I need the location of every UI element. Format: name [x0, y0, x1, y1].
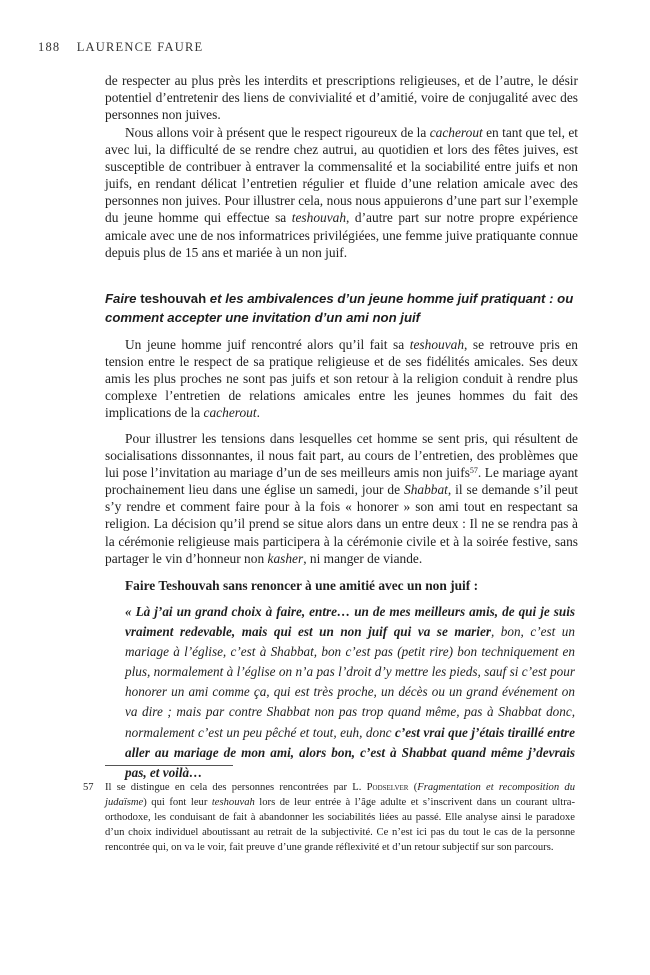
- paragraph-2-text-end: , d’autre part sur notre propre expérience amicale avec une de nos informatrices privilégiées, une femme juive pratiquante connue depuis plus de 15 ans et mariée à un non juif.: [105, 210, 578, 260]
- paragraph-4-text-cont-2: , il se demande s’il peut s’y rendre et comment faire pour à la fois « honorer » son ami tout en respectant sa religion. La décision qu’il prend se situe alors dans un entre deux : Il ne se rendra pas à la cérémonie religieuse mais participera à la cérémonie civile et à la soirée festive, sans partager le vin d’honneur non: [105, 482, 578, 566]
- quote-italic: , bon, c’est un mariage à l’église, c’est à Shabbat, bon c’est pas (petit rire) bon techniquement en plus, normalement à l’église on n’a pas l’droit d’y mettre les pieds, sauf si c’est pour honorer un ami comme ça, qui est très proche, un décès ou un grand événement on va dire ; mais par contre Shabbat non pas trop quand même, pas à Shabbat donc, normalement c’est un peu pêché et tout, euh, donc: [125, 624, 575, 740]
- paragraph-1-text: de respecter au plus près les interdits et prescriptions religieuses, et de l’autre, le désir potentiel d’entretenir des liens de convivialité et d’amitié, voire de conjugalité avec des personnes non juives.: [105, 73, 578, 123]
- term-cacherout: cacherout: [429, 125, 483, 140]
- footnote-number: 57: [83, 782, 94, 793]
- paragraph-3-text-end: .: [256, 405, 260, 421]
- term-teshouvah-2: teshouvah: [409, 337, 465, 352]
- heading-part-1: Faire: [105, 291, 141, 306]
- term-cacherout-2: cacherout: [203, 405, 257, 421]
- footnote-text: Il se distingue en cela des personnes rencontrées par L.: [105, 782, 367, 793]
- footnote-book-title: Fragmentation et recomposition du judaïsme: [105, 782, 575, 809]
- quote-title: Faire Teshouvah sans renoncer à une amitié avec un non juif :: [125, 578, 479, 593]
- footnote-author: Podselver: [366, 782, 409, 793]
- paragraph-1: [105, 72, 578, 123]
- paragraph-3-text: Un jeune homme juif rencontré alors qu’il fait sa: [125, 337, 410, 352]
- paragraph-2: [105, 124, 578, 261]
- quote-bold-1: « Là j’ai un grand choix à faire, entre… un de mes meilleurs amis, de qui je suis vraiment redevable, mais qui est un non juif qui va se marier: [125, 604, 575, 640]
- paragraph-4: [105, 430, 578, 567]
- paragraph-3-text-cont: , se retrouve pris en tension entre le respect de sa pratique religieuse et de ses fidélités amicales. Ses deux amis les plus proches ne sont pas juifs et son retour à la religion conduit à rendre plus complexe l’entretien de relations amicales entre les jeunes hommes du fait des implications de la: [105, 337, 578, 421]
- paragraph-4-text: Pour illustrer les tensions dans lesquelles cet homme se sent pris, qui résultent de socialisations dissonnantes, il nous fait part, au cours de l’entretien, des problèmes que lui pose l’invitation au mariage d’un de ses meilleurs amis non juifs: [105, 431, 578, 481]
- term-teshouvah: teshouvah: [291, 210, 347, 226]
- footnote-term: teshouvah: [211, 797, 255, 809]
- footnote-ref[interactable]: 57: [469, 466, 478, 476]
- heading-term: teshouvah: [140, 291, 207, 306]
- heading-part-2: et les ambivalences d’un jeune homme juif pratiquant : ou comment accepter une invitation d’un ami non juif: [105, 291, 574, 325]
- footnote-57: [83, 780, 575, 855]
- footnote-text-end: lors de leur entrée à l’âge adulte et s’inscrivent dans un courant ultra-orthodoxe, les conduisant de fait à abandonner les sociabilités liées au passé. Elle analyse ainsi le paradoxe d’un choix individuel aboutissant au retrait de la subjectivité. Ce n’est ici pas du tout le cas de la personne rencontrée qui, on va le voir, fait preuve d’une grande réflexivité et d’un retour subjectif sur son parcours.: [105, 797, 575, 854]
- paragraph-3: [105, 336, 578, 421]
- section-heading: [105, 290, 585, 327]
- term-shabbat: Shabbat: [404, 482, 448, 498]
- paragraph-2-text-cont: en tant que tel, et avec lui, la difficulté de se rendre chez autrui, au quotidien et lors des fêtes juives, est susceptible de contribuer à entraver la commensalité et la sociabilité entre juifs et non juifs, en rendant délicat l’entretien régulier et fluide d’une relation amicale avec des personnes non juives. Pour illustrer cela, nous nous appuierons d’une part sur l’exemple du jeune homme qui effectue sa: [105, 125, 579, 226]
- running-head: [38, 40, 203, 55]
- quote-bold-2: c’est vrai que j’étais tiraillé entre aller au mariage de mon ami, alors bon, c’est à Shabbat quand même j’devrais pas, et voilà…: [125, 724, 575, 780]
- paragraph-2-text: Nous allons voir à présent que le respect rigoureux de la: [125, 125, 430, 140]
- author-name: LAURENCE FAURE: [76, 40, 204, 54]
- paragraph-4-text-end: , ni manger de viande.: [303, 550, 423, 566]
- interview-quote: [125, 602, 575, 783]
- footnote-text-cont: ) qui font leur: [143, 797, 212, 809]
- footnote-divider: [105, 765, 233, 766]
- term-kasher: kasher: [267, 550, 304, 566]
- page-number: 188: [38, 40, 61, 54]
- paragraph-4-text-cont: . Le mariage ayant prochainement lieu dans une église un samedi, jour de: [105, 465, 578, 498]
- footnote-paren-open: (: [408, 782, 418, 793]
